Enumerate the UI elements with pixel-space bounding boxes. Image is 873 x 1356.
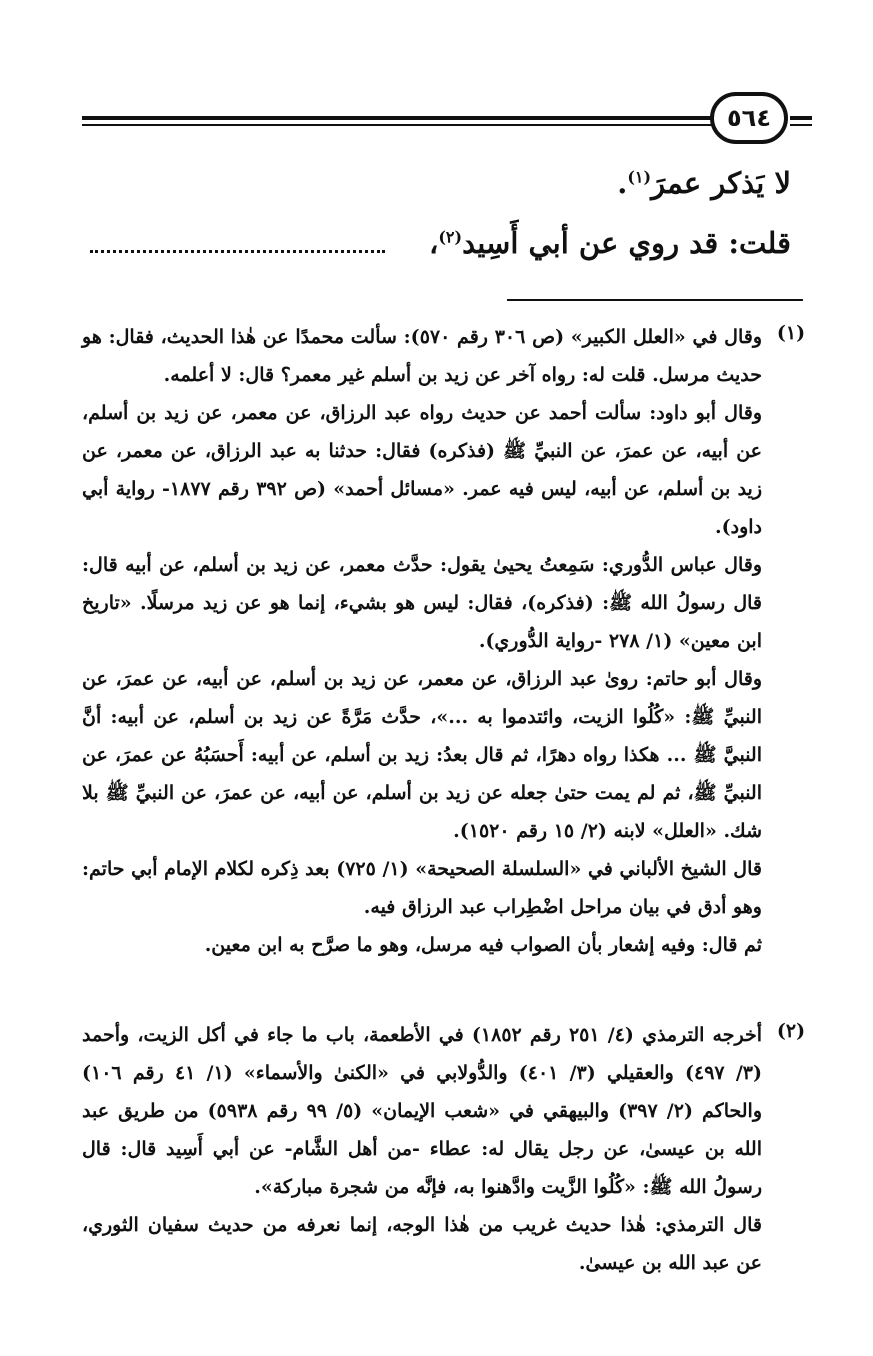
footnote-1 <box>82 318 762 964</box>
dotted-leader <box>90 250 385 253</box>
main-line-1 <box>617 166 791 200</box>
footnote-2 <box>82 1016 762 1282</box>
page-number: ٥٦٤ <box>710 92 788 144</box>
header-rule <box>82 116 712 120</box>
main-text-end: . <box>617 166 628 200</box>
footnote-number: (١) <box>776 322 806 344</box>
footnote-paragraph: أخرجه الترمذي (٤/ ٢٥١ رقم ١٨٥٢) في الأطعمة، باب ما جاء في أكل الزيت، وأحمد (٣/ ٤٩٧) والعقيلي (٣/ ٤٠١) والدُّولابي في «الكنىٰ والأسماء» (١/ ٤١ رقم ١٠٦) والحاكم (٢/ ٣٩٧) والبيهقي في «شعب الإيمان» (٥/ ٩٩ رقم ٥٩٣٨) من طريق عبد الله بن عيسىٰ، عن رجل يقال له: عطاء -من أهل الشَّام- عن أبي أَسِيد قال: قال رسولُ الله ﷺ: «كُلُوا الزَّيت وادَّهنوا به، فإنَّه من شجرة مباركة». <box>82 1024 763 1198</box>
header-rule <box>790 116 812 120</box>
footnote-number: (٢) <box>776 1020 806 1042</box>
footnote-paragraph: وقال أبو داود: سألت أحمد عن حديث رواه عبد الرزاق، عن معمر، عن زيد بن أسلم، عن أبيه، عن عمرَ، عن النبيِّ ﷺ (فذكره) فقال: حدثنا به عبد الرزاق، عن معمر، عن زيد بن أسلم، عن أبيه، ليس فيه عمر. «مسائل أحمد» (ص ٣٩٢ رقم ١٨٧٧- رواية أبي داود). <box>82 402 763 538</box>
footnote-paragraph: وقال أبو حاتم: رویٰ عبد الرزاق، عن معمر، عن زيد بن أسلم، عن أبيه، عن عمرَ، عن النبيِّ ﷺ: «كُلُوا الزيت، وائتدموا به ...»، حدَّث مَرَّةً عن زيد بن أسلم، عن أبيه: أنَّ النبيَّ ﷺ ... هكذا رواه دهرًا، ثم قال بعدُ: زيد بن أسلم، عن أبيه: أَحسَبُهُ عن عمرَ، عن النبيِّ ﷺ، ثم لم يمت حتىٰ جعله عن زيد بن أسلم، عن أبيه، عن عمرَ، عن النبيِّ ﷺ بلا شك. «العلل» لابنه (٢/ ١٥ رقم ١٥٢٠). <box>82 668 762 842</box>
footnote-paragraph: قال الترمذي: هٰذا حديث غريب من هٰذا الوجه، إنما نعرفه من حديث سفيان الثوري، عن عبد الله بن عيسىٰ. <box>82 1214 762 1274</box>
main-text: قلت: قد روي عن أبي أَسِيد <box>462 226 791 260</box>
footnote-paragraph: ثم قال: وفيه إشعار بأن الصواب فيه مرسل، وهو ما صرَّح به ابن معين. <box>204 934 762 956</box>
header-rule <box>82 124 712 126</box>
footnote-paragraph: قال الشيخ الألباني في «السلسلة الصحيحة» (١/ ٧٢٥) بعد ذِكره لكلام الإمام أبي حاتم: وهو أدق في بيان مراحل اضْطِراب عبد الرزاق فيه. <box>82 858 762 918</box>
main-line-2 <box>429 226 791 260</box>
footnote-ref: (٢) <box>438 227 463 247</box>
footnote-paragraph: وقال في «العلل الكبير» (ص ٣٠٦ رقم ٥٧٠): سألت محمدًا عن هٰذا الحديث، فقال: هو حديث مرسل. قلت له: رواه آخر عن زيد بن أسلم غير معمر؟ قال: لا أعلمه. <box>82 326 762 386</box>
main-text-end: ، <box>428 226 439 260</box>
header-rule <box>790 124 812 126</box>
footnote-ref: (١) <box>627 167 652 187</box>
footnote-paragraph: وقال عباس الدُّوري: سَمِعتُ يحيىٰ يقول: حدَّث معمر، عن زيد بن أسلم، عن أبيه قال: قال رسولُ الله ﷺ: (فذكره)، فقال: ليس هو بشيء، إنما هو عن زيد مرسلًا. «تاريخ ابن معين» (١/ ٢٧٨ -رواية الدُّوري). <box>82 554 762 652</box>
footnote-separator <box>507 299 803 301</box>
main-text: لا يَذكر عمرَ <box>651 166 791 200</box>
